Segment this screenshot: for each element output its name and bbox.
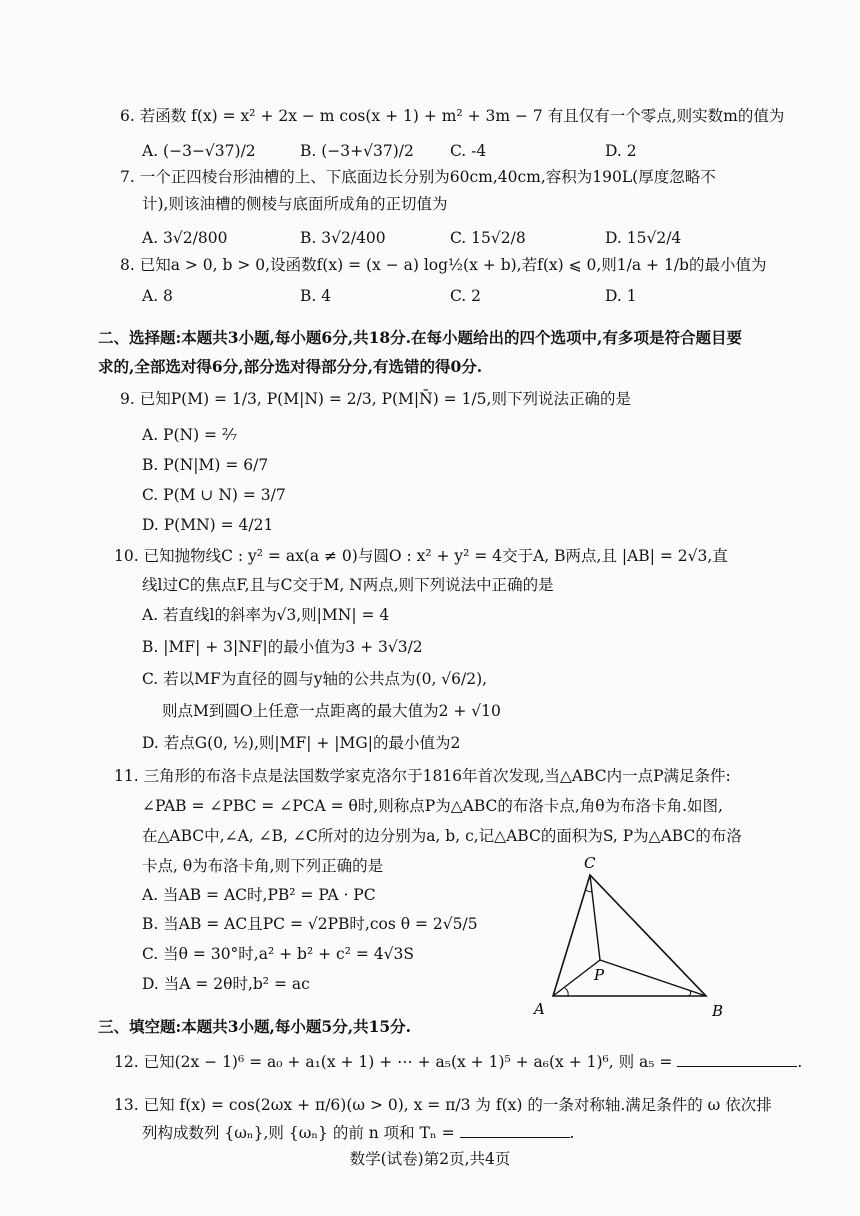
section2-heading-line1: 二、选择题:本题共3小题,每小题6分,共18分.在每小题给出的四个选项中,有多项是符合题目要	[98, 328, 742, 347]
q7-option-c: C. 15√2/8	[450, 229, 526, 247]
q12-answer-blank[interactable]	[677, 1052, 797, 1067]
q11-option-d: D. 当A = 2θ时,b² = ac	[142, 975, 310, 993]
q13-stem-line1: 13. 已知 f(x) = cos(2ωx + π/6)(ω > 0), x = π/3 为 f(x) 的一条对称轴.满足条件的 ω 依次排	[114, 1096, 772, 1114]
q7-option-d: D. 15√2/4	[605, 229, 682, 247]
q9-option-c: C. P(M ∪ N) = 3/7	[142, 486, 286, 504]
q8-option-c: C. 2	[450, 287, 482, 305]
q10-option-c-line2: 则点M到圆O上任意一点距离的最大值为2 + √10	[162, 702, 501, 720]
q10-option-c-line1: C. 若以MF为直径的圆与y轴的公共点为(0, √6/2),	[142, 670, 488, 688]
q8-option-b: B. 4	[300, 287, 332, 305]
label-point-p: P	[594, 966, 605, 984]
q8-stem: 8. 已知a > 0, b > 0,设函数f(x) = (x − a) log½(x + b),若f(x) ⩽ 0,则1/a + 1/b的最小值为	[120, 256, 767, 274]
q6-stem: 6. 若函数 f(x) = x² + 2x − m cos(x + 1) + m² + 3m − 7 有且仅有一个零点,则实数m的值为	[120, 107, 785, 125]
q6-option-d: D. 2	[605, 142, 637, 160]
brocard-triangle-figure	[520, 850, 750, 1025]
q11-stem-line3: 在△ABC中,∠A, ∠B, ∠C所对的边分别为a, b, c,记△ABC的面积为S, P为△ABC的布洛	[142, 827, 742, 845]
section3-heading: 三、填空题:本题共3小题,每小题5分,共15分.	[98, 1017, 412, 1036]
q7-stem-line1: 7. 一个正四棱台形油槽的上、下底面边长分别为60cm,40cm,容积为190L(厚度忽略不	[120, 168, 716, 186]
label-vertex-b: B	[712, 1002, 724, 1020]
q13-end: .	[569, 1124, 575, 1142]
q8-option-a: A. 8	[142, 287, 173, 305]
segment-pa	[553, 960, 600, 996]
q9-option-a: A. P(N) = ²⁄₇	[142, 426, 237, 444]
q7-stem-line2: 计),则该油槽的侧棱与底面所成角的正切值为	[142, 195, 448, 213]
q8-option-d: D. 1	[605, 287, 637, 305]
q10-stem-line1: 10. 已知抛物线C : y² = ax(a ≠ 0)与圆O : x² + y² = 4交于A, B两点,且 |AB| = 2√3,直	[114, 547, 728, 565]
q12-line	[114, 1051, 802, 1073]
q10-option-a: A. 若直线l的斜率为√3,则|MN| = 4	[142, 606, 390, 624]
q10-stem-line2: 线l过C的焦点F,且与C交于M, N两点,则下列说法中正确的是	[142, 576, 554, 594]
q13-answer-blank[interactable]	[460, 1123, 570, 1138]
q11-option-b: B. 当AB = AC且PC = √2PB时,cos θ = 2√5/5	[142, 915, 478, 933]
q12-stem: 12. 已知(2x − 1)⁶ = a₀ + a₁(x + 1) + ⋯ + a₅(x + 1)⁵ + a₆(x + 1)⁶, 则 a₅ =	[114, 1053, 673, 1071]
q6-options	[142, 140, 637, 162]
segment-pc	[590, 875, 600, 960]
page-footer: 数学(试卷)第2页,共4页	[349, 1150, 511, 1168]
section2-heading-line2: 求的,全部选对得6分,部分选对得部分分,有选错的得0分.	[98, 357, 483, 376]
q11-stem-line4: 卡点, θ为布洛卡角,则下列正确的是	[142, 857, 384, 875]
q11-stem-line2: ∠PAB = ∠PBC = ∠PCA = θ时,则称点P为△ABC的布洛卡点,角θ为布洛卡角.如图,	[142, 797, 723, 815]
q13-stem-line2: 列构成数列 {ωₙ},则 {ωₙ} 的前 n 项和 Tₙ =	[142, 1124, 455, 1142]
q8-options	[142, 285, 637, 307]
q10-option-d: D. 若点G(0, ½),则|MF| + |MG|的最小值为2	[142, 734, 461, 752]
q7-option-b: B. 3√2/400	[300, 229, 386, 247]
q9-option-d: D. P(MN) = 4/21	[142, 516, 274, 534]
q6-option-c: C. -4	[450, 142, 487, 160]
q9-option-b: B. P(N|M) = 6/7	[142, 456, 269, 474]
label-vertex-a: A	[534, 1000, 545, 1018]
q7-options	[142, 227, 681, 249]
q10-option-b: B. |MF| + 3|NF|的最小值为3 + 3√3/2	[142, 638, 423, 656]
q9-stem: 9. 已知P(M) = 1/3, P(M|N) = 2/3, P(M|N̄) = 1/5,则下列说法正确的是	[120, 390, 631, 408]
q6-option-a: A. (−3−√37)/2	[142, 142, 256, 160]
q13-line2	[142, 1122, 574, 1144]
label-vertex-c: C	[584, 854, 596, 872]
q11-option-c: C. 当θ = 30°时,a² + b² + c² = 4√3S	[142, 945, 414, 963]
q11-option-a: A. 当AB = AC时,PB² = PA · PC	[142, 886, 376, 904]
q12-end: .	[797, 1053, 803, 1071]
angle-mark-a	[565, 988, 568, 996]
q11-stem-line1: 11. 三角形的布洛卡点是法国数学家克洛尔于1816年首次发现,当△ABC内一点P满足条件:	[114, 767, 731, 785]
q7-option-a: A. 3√2/800	[142, 229, 228, 247]
q6-option-b: B. (−3+√37)/2	[300, 142, 414, 160]
